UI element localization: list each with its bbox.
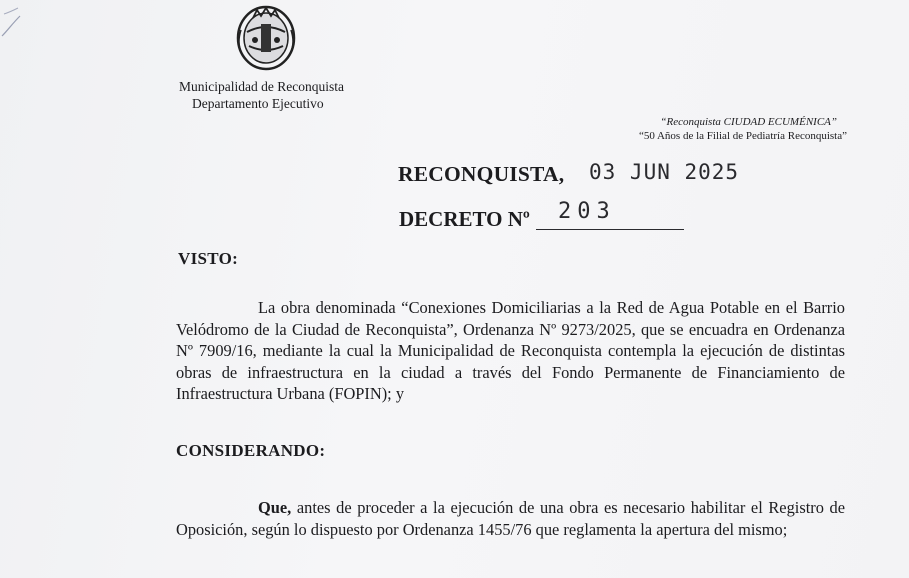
decree-label: DECRETO Nº <box>399 207 530 231</box>
department-name: Departamento Ejecutivo <box>192 96 324 111</box>
dateline-place: RECONQUISTA, <box>398 162 565 186</box>
motto-line-1: “Reconquista CIUDAD ECUMÉNICA” <box>660 116 837 128</box>
municipality-name: Municipalidad de Reconquista <box>179 79 344 94</box>
decree-number: 203 <box>558 199 616 224</box>
visto-paragraph: La obra denominada “Conexiones Domiciliarias a la Red de Agua Potable en el Barrio Velódromo de la Ciudad de Reconquista”, Ordenanza Nº 9273/2025, que se encuadra en Ordenanza Nº 7909/16, mediante la cual la Municipalidad de Reconquista contempla la ejecución de distintas obras de infraestructura en la ciudad a través del Fondo Permanente de Financiamiento de Infraestructura Urbana (FOPIN); y <box>176 298 845 403</box>
considerando-heading: CONSIDERANDO: <box>176 441 326 460</box>
considerando-paragraph <box>176 497 845 540</box>
considerando-text: antes de proceder a la ejecución de una obra es necesario habilitar el Registro de Oposición, según lo dispuesto por Ordenanza 1455/76 que reglamenta la apertura del mismo; <box>176 498 845 539</box>
considerando-lead: Que, <box>258 498 292 517</box>
stamped-date: 03 JUN 2025 <box>589 160 740 184</box>
motto-line-2: “50 Años de la Filial de Pediatría Reconquista” <box>638 130 847 142</box>
pencil-mark-icon <box>0 6 28 42</box>
decree-underline <box>536 229 684 230</box>
visto-heading: VISTO: <box>178 249 239 268</box>
municipal-coat-of-arms-icon <box>233 2 299 74</box>
